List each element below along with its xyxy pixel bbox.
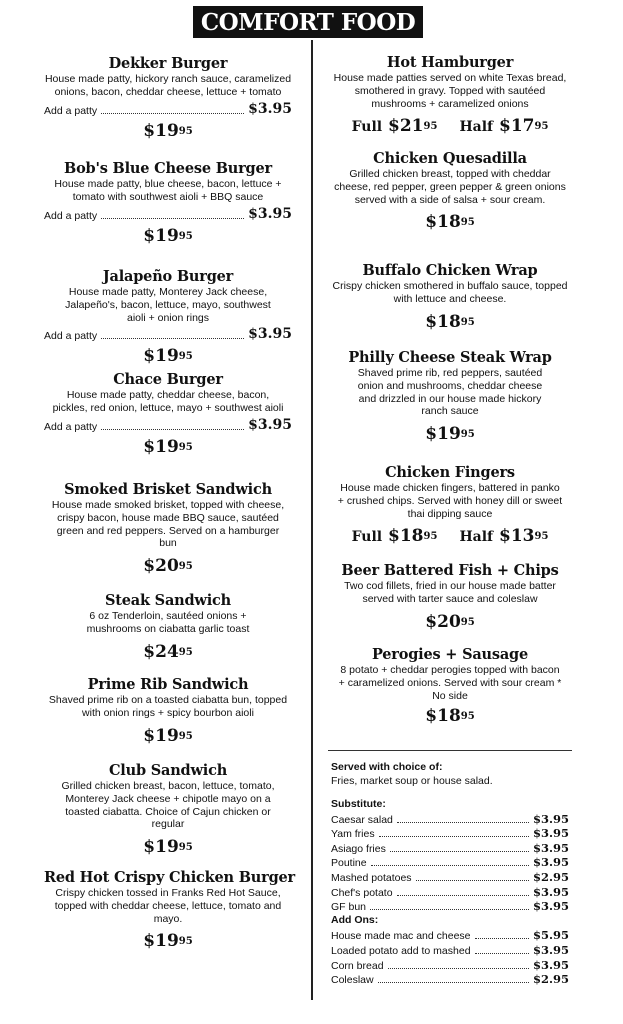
item-price: $\$18^{95}$ [425,212,475,233]
item-description: House made patty, cheddar cheese, bacon, pickles, red onion, lettuce, mayo + southwest aioli [52,389,284,414]
substitute-row: Caesar salad $3.95 [331,811,569,826]
substitute-heading: Substitute: [331,798,386,810]
substitute-row: Chef's potato $3.95 [331,884,569,899]
addon-row: Corn bread $3.95 [331,957,569,972]
full-price: Full $\$18^{95}$ [351,526,438,547]
item-description: 6 oz Tenderloin, sautéed onions + mushrooms on ciabatta garlic toast [86,610,250,635]
item-price: $\$19^{95}$ [143,725,193,746]
addon-row: Coleslaw $2.95 [331,972,569,987]
item-description: House made patty, hickory ranch sauce, caramelized onions, bacon, cheddar cheese, lettuce + tomato [44,73,292,98]
item-name: Club Sandwich [108,762,228,779]
add-price: $3.95 [248,326,292,343]
item-description: Grilled chicken breast, bacon, lettuce, tomato, Monterey Jack cheese + chipotle mayo on a toasted ciabatta. Choice of Cajun chicken or regular [61,780,275,831]
menu-item-smoked-brisket-sandwich [44,481,292,576]
menu-item-hot-hamburger [330,54,570,137]
item-name: Prime Rib Sandwich [87,676,249,693]
menu-item-chace-burger [44,371,292,457]
menu-item-chicken-quesadilla [330,150,570,232]
item-description: Crispy chicken tossed in Franks Red Hot Sauce, topped with cheddar cheese, lettuce, tomato and mayo. [54,887,282,925]
menu-item-perogies-sausage [330,646,570,726]
menu-item-steak-sandwich [44,592,292,662]
menu-item-beer-battered-fish-chips [330,562,570,632]
menu-item-philly-cheese-steak-wrap [330,349,570,444]
item-name: Steak Sandwich [105,592,231,609]
add-price: $3.95 [248,205,292,222]
item-price: $\$24^{95}$ [143,641,193,662]
sides-panel [331,760,569,986]
item-description: Crispy chicken smothered in buffalo sauce, topped with lettuce and cheese. [332,280,568,305]
substitute-row: GF bun $3.95 [331,899,569,914]
item-description: House made patty, Monterey Jack cheese, Jalapeño's, bacon, lettuce, mayo, southwest aioli + onion rings [65,286,271,324]
column-divider [311,40,313,1000]
add-label: Add a patty [44,104,98,117]
item-description: Shaved prime rib, red peppers, sautéed onion and mushrooms, cheddar cheese and drizzled in our house made hickory ranch sauce [357,367,543,418]
item-price: $\$20^{95}$ [143,556,193,577]
addons-heading: Add Ons: [331,914,379,927]
addon-row: House made mac and cheese $5.95 [331,928,569,943]
add-label: Add a patty [44,209,98,222]
item-name: Dekker Burger [108,55,228,72]
item-name: Beer Battered Fish + Chips [341,562,559,579]
add-label: Add a patty [44,330,98,343]
substitute-row: Yam fries $3.95 [331,826,569,841]
item-price: $\$19^{95}$ [143,120,193,141]
menu-item-chicken-fingers [330,464,570,547]
item-description: House made patty, blue cheese, bacon, lettuce + tomato with southwest aioli + BBQ sauce [54,178,282,203]
add-label: Add a patty [44,420,98,433]
item-price: $\$19^{95}$ [143,837,193,858]
item-price: $\$19^{95}$ [425,424,475,445]
half-price: Half $\$13^{95}$ [459,526,549,547]
item-name: Hot Hamburger [386,54,514,71]
choice-text: Fries, market soup or house salad. [331,775,493,787]
menu-section-header [193,6,423,38]
section-title: COMFORT FOOD [200,8,416,36]
add-patty-row [44,326,292,342]
menu-item-dekker-burger [44,55,292,141]
item-price: $\$19^{95}$ [143,346,193,367]
choice-heading: Served with choice of: [331,761,443,773]
add-price: $3.95 [248,416,292,433]
menu-item-red-hot-crispy-chicken-burger [44,869,295,952]
item-description: Two cod fillets, fried in our house made batter served with tarter sauce and coleslaw [344,580,556,605]
sides-divider [328,750,572,751]
item-price: $\$19^{95}$ [143,225,193,246]
item-name: Jalapeño Burger [102,268,234,285]
item-description: House made patties served on white Texas bread, smothered in gravy. Topped with sautéed mushrooms + caramelized onions [333,72,567,110]
item-price: $\$20^{95}$ [425,611,475,632]
menu-item-bobs-blue-cheese-burger [44,160,292,246]
add-patty-row [44,206,292,222]
item-price-options [330,116,570,137]
half-price: Half $\$17^{95}$ [459,116,549,137]
substitute-row: Poutine $3.95 [331,855,569,870]
item-name: Chace Burger [113,371,223,388]
item-description: 8 potato + cheddar perogies topped with bacon + caramelized onions. Served with sour cream * No side [338,664,562,702]
item-name: Perogies + Sausage [371,646,529,663]
add-patty-row [44,417,292,433]
substitute-row: Asiago fries $3.95 [331,840,569,855]
item-name: Chicken Quesadilla [373,150,527,167]
menu-item-jalapeno-burger [44,268,292,366]
addon-row: Loaded potato add to mashed $3.95 [331,942,569,957]
item-name: Chicken Fingers [385,464,515,481]
menu-item-club-sandwich [44,762,292,857]
item-price-options [330,526,570,547]
menu-item-buffalo-chicken-wrap [330,262,570,332]
item-name: Red Hot Crispy Chicken Burger [44,869,295,886]
item-name: Buffalo Chicken Wrap [362,262,538,279]
menu-item-prime-rib-sandwich [44,676,292,746]
item-name: Smoked Brisket Sandwich [64,481,272,498]
item-price: $\$19^{95}$ [143,931,193,952]
item-description: Shaved prime rib on a toasted ciabatta bun, topped with onion rings + spicy bourbon aioli [48,694,288,719]
item-description: Grilled chicken breast, topped with cheddar cheese, red pepper, green pepper & green onions served with a side of salsa + sour cream. [334,168,566,206]
item-price: $\$19^{95}$ [143,436,193,457]
substitute-row: Mashed potatoes $2.95 [331,869,569,884]
item-price: $\$18^{95}$ [425,311,475,332]
add-patty-row [44,101,292,117]
item-description: House made smoked brisket, topped with cheese, crispy bacon, house made BBQ sauce, sautéed green and red peppers. Served on a hamburger bun [51,499,285,550]
full-price: Full $\$21^{95}$ [351,116,438,137]
item-name: Philly Cheese Steak Wrap [348,349,552,366]
item-name: Bob's Blue Cheese Burger [64,160,272,177]
item-description: House made chicken fingers, battered in panko + crushed chips. Served with honey dill or sweet thai dipping sauce [337,482,563,520]
item-price: $\$18^{95}$ [425,706,475,727]
add-price: $3.95 [248,100,292,117]
